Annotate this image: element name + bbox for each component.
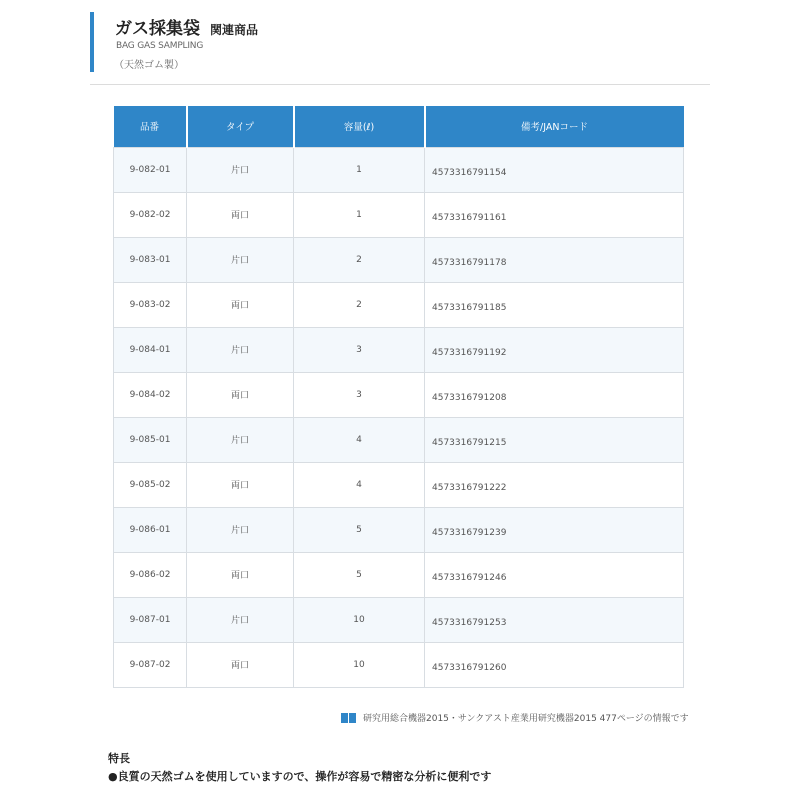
- features-section: [108, 750, 491, 784]
- cell-type: 片口: [187, 327, 294, 372]
- cell-type: 両口: [187, 282, 294, 327]
- cell-jan-code: 4573316791185: [425, 282, 684, 327]
- cell-jan-code: 4573316791208: [425, 372, 684, 417]
- cell-capacity: 5: [294, 507, 425, 552]
- header-divider: [90, 84, 710, 85]
- cell-type: 両口: [187, 372, 294, 417]
- cell-capacity: 3: [294, 372, 425, 417]
- cell-jan-code: 4573316791246: [425, 552, 684, 597]
- material-note: （天然ゴム製）: [114, 60, 184, 71]
- product-header: [90, 12, 710, 85]
- table-row: [114, 372, 684, 417]
- cell-jan-code: 4573316791222: [425, 462, 684, 507]
- cell-type: 両口: [187, 462, 294, 507]
- cell-jan-code: 4573316791239: [425, 507, 684, 552]
- cell-jan-code: 4573316791192: [425, 327, 684, 372]
- table-row: [114, 642, 684, 687]
- features-title: 特長: [108, 752, 130, 765]
- table-body: [114, 147, 684, 687]
- cell-type: 片口: [187, 597, 294, 642]
- cell-code: 9-083-02: [114, 282, 187, 327]
- cell-code: 9-082-02: [114, 192, 187, 237]
- source-text: 研究用総合機器2015・サンクアスト産業用研究機器2015 477ページの情報です: [363, 714, 689, 724]
- cell-capacity: 2: [294, 237, 425, 282]
- table-row: [114, 327, 684, 372]
- cell-capacity: 4: [294, 462, 425, 507]
- cell-code: 9-087-02: [114, 642, 187, 687]
- table-row: [114, 462, 684, 507]
- cell-code: 9-083-01: [114, 237, 187, 282]
- table-header-row: [114, 106, 684, 147]
- cell-capacity: 5: [294, 552, 425, 597]
- table-row: [114, 552, 684, 597]
- cell-jan-code: 4573316791260: [425, 642, 684, 687]
- cell-code: 9-086-01: [114, 507, 187, 552]
- cell-type: 片口: [187, 417, 294, 462]
- cell-capacity: 3: [294, 327, 425, 372]
- table-row: [114, 147, 684, 192]
- table-row: [114, 597, 684, 642]
- column-header-capacity: 容量(ℓ): [294, 106, 425, 147]
- cell-jan-code: 4573316791178: [425, 237, 684, 282]
- table-row: [114, 417, 684, 462]
- page-subtitle: 関連商品: [210, 23, 259, 37]
- cell-code: 9-085-01: [114, 417, 187, 462]
- english-product-name: BAG GAS SAMPLING: [116, 41, 204, 51]
- cell-capacity: 10: [294, 597, 425, 642]
- cell-jan-code: 4573316791154: [425, 147, 684, 192]
- cell-capacity: 2: [294, 282, 425, 327]
- cell-capacity: 4: [294, 417, 425, 462]
- cell-code: 9-082-01: [114, 147, 187, 192]
- title-row: [115, 14, 258, 39]
- table-row: [114, 507, 684, 552]
- table-row: [114, 192, 684, 237]
- feature-item: ●良質の天然ゴムを使用していますので、操作が容易で精密な分析に便利です: [108, 770, 492, 783]
- cell-jan-code: 4573316791253: [425, 597, 684, 642]
- page-title: ガス採集袋: [115, 19, 200, 39]
- related-products-table: [113, 106, 684, 688]
- cell-jan-code: 4573316791215: [425, 417, 684, 462]
- cell-capacity: 10: [294, 642, 425, 687]
- cell-type: 両口: [187, 552, 294, 597]
- cell-code: 9-086-02: [114, 552, 187, 597]
- cell-code: 9-087-01: [114, 597, 187, 642]
- cell-type: 両口: [187, 642, 294, 687]
- title-accent-bar: [90, 12, 94, 72]
- table-row: [114, 282, 684, 327]
- cell-code: 9-084-02: [114, 372, 187, 417]
- cell-type: 片口: [187, 237, 294, 282]
- column-header-jan: 備考/JANコード: [425, 106, 684, 147]
- catalog-source-note: [341, 711, 689, 724]
- cell-type: 片口: [187, 507, 294, 552]
- cell-capacity: 1: [294, 192, 425, 237]
- cell-type: 両口: [187, 192, 294, 237]
- column-header-type: タイプ: [187, 106, 294, 147]
- table-row: [114, 237, 684, 282]
- column-header-code: 品番: [114, 106, 187, 147]
- cell-code: 9-085-02: [114, 462, 187, 507]
- related-products-table-wrap: [113, 106, 683, 688]
- cell-capacity: 1: [294, 147, 425, 192]
- cell-type: 片口: [187, 147, 294, 192]
- cell-code: 9-084-01: [114, 327, 187, 372]
- book-icon: [341, 713, 356, 723]
- cell-jan-code: 4573316791161: [425, 192, 684, 237]
